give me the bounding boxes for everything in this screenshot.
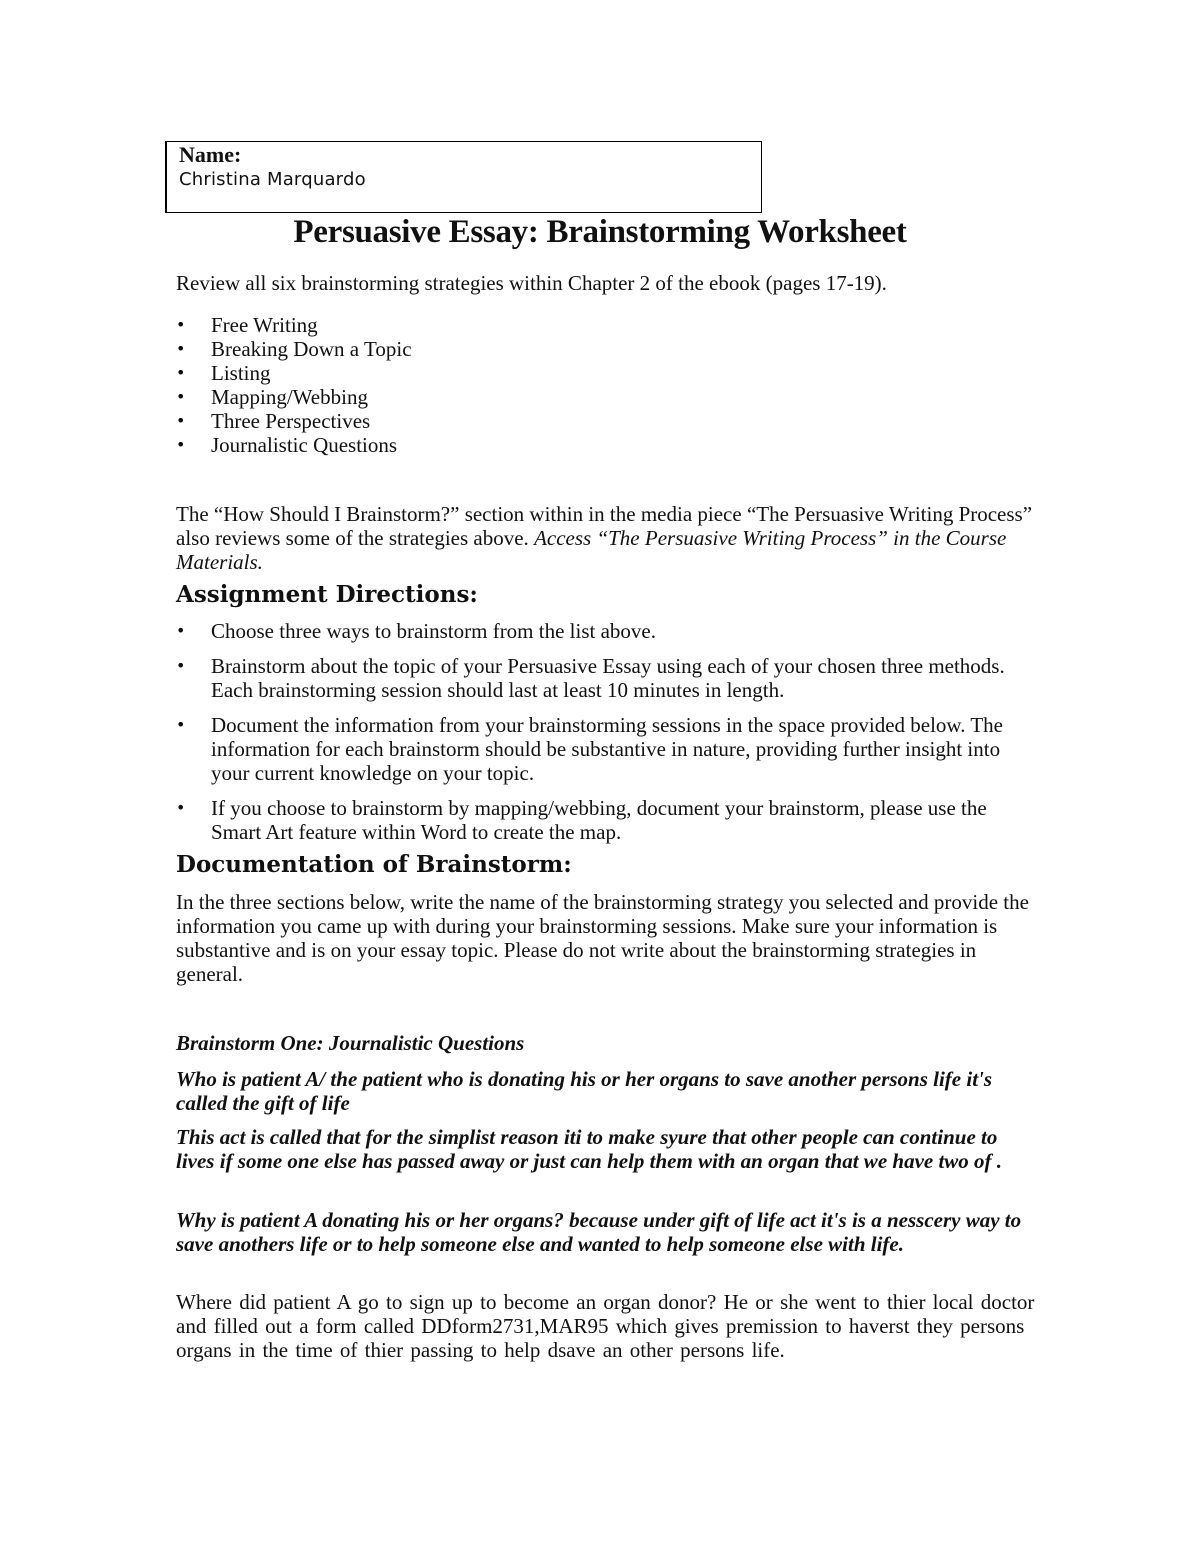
brainstorm-paragraph: Who is patient A/ the patient who is donating his or her organs to save another persons life it's called the gift of life [176,1067,993,1115]
directions-list [176,619,1036,855]
list-item: • Mapping/Webbing [176,385,1036,409]
assignment-directions-heading: Assignment Directions: [176,581,478,608]
documentation-heading: Documentation of Brainstorm: [176,851,572,878]
list-item: • Choose three ways to brainstorm from the list above. [176,619,1036,643]
name-box [165,141,762,213]
documentation-text: In the three sections below, write the name of the brainstorming strategy you selected and provide the information you came up with during your brainstorming sessions. Make sure your information is substantive and is on your essay topic. Please do not write about the brainstorming strategies in general. [176,890,1029,986]
media-note-emphasis: Access “The Persuasive Writing Process” in the Course Materials. [176,526,1007,574]
media-note-text: The “How Should I Brainstorm?” section within in the media piece “The Persuasive Writing Process” also reviews some of the strategies above. [176,502,1033,550]
strategies-list [176,313,1036,457]
list-item: • Free Writing [176,313,1036,337]
list-item: • Listing [176,361,1036,385]
name-value: Christina Marquardo [179,169,366,190]
brainstorm-one-heading: Brainstorm One: Journalistic Questions [176,1031,525,1055]
list-item: • Three Perspectives [176,409,1036,433]
intro-text: Review all six brainstorming strategies within Chapter 2 of the ebook (pages 17-19). [176,271,887,295]
list-item: • Journalistic Questions [176,433,1036,457]
brainstorm-plain-paragraph: Where did patient A go to sign up to become an organ donor? He or she went to thier local doctor and filled out a form called DDform2731,MAR95 which gives premission to haverst they persons organs in the time of thier passing to help dsave an other persons life. [176,1290,1035,1362]
list-item: • If you choose to brainstorm by mapping/webbing, document your brainstorm, please use the Smart Art feature within Word to create the map. [176,796,1036,844]
list-item: • Brainstorm about the topic of your Persuasive Essay using each of your chosen three methods. Each brainstorming session should last at least 10 minutes in length. [176,654,1036,702]
brainstorm-paragraph: Why is patient A donating his or her organs? because under gift of life act it's is a nesscery way to save anothers life or to help someone else and wanted to help someone else with life. [176,1208,1022,1256]
list-item: • Breaking Down a Topic [176,337,1036,361]
brainstorm-paragraph: This act is called that for the simplist reason iti to make syure that other people can continue to lives if some one else has passed away or just can help them with an organ that we have two of . [176,1125,1003,1173]
name-label: Name: [179,142,242,167]
page-title: Persuasive Essay: Brainstorming Worksheet [293,214,907,250]
list-item: • Document the information from your brainstorming sessions in the space provided below. The information for each brainstorm should be substantive in nature, providing further insight into your current knowledge on your topic. [176,713,1036,785]
media-note [176,502,1036,574]
